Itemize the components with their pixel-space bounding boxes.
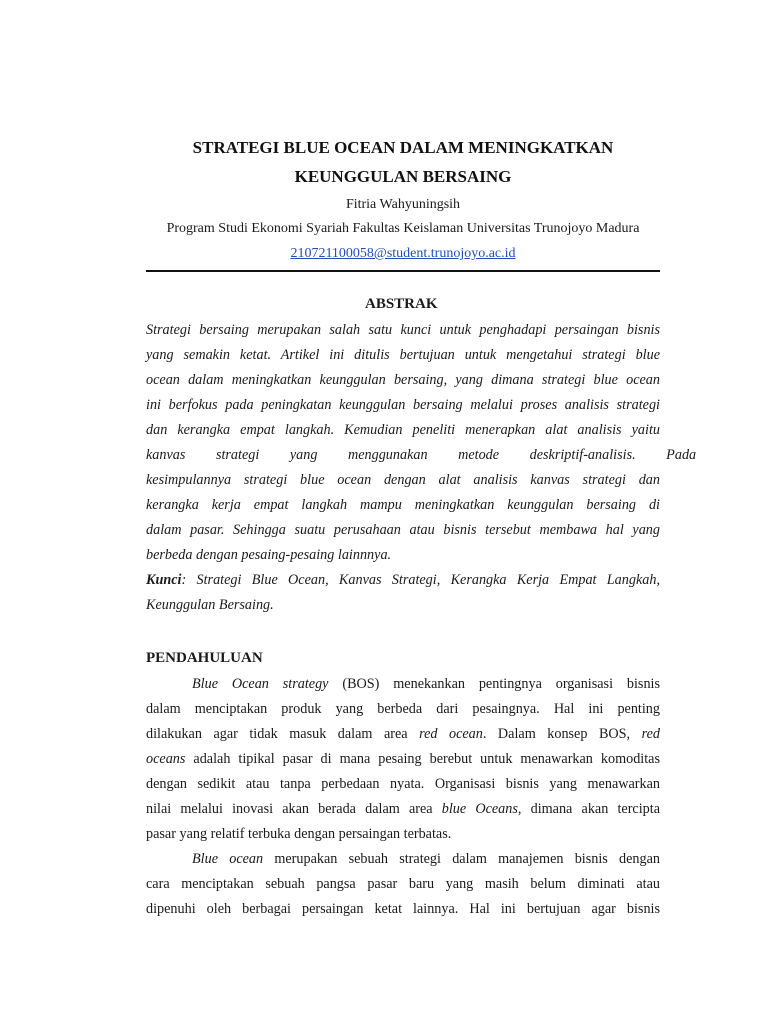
paragraph-line: [146, 900, 660, 918]
text-run: adalah tipikal pasar di mana pesaing berebut untuk menawarkan komoditas: [185, 751, 660, 767]
abstract-line: kerangka kerja empat langkah mampu meningkatkan keunggulan bersaing di: [146, 497, 660, 513]
text-run: , dimana akan tercipta: [517, 801, 660, 817]
header-divider: [146, 270, 660, 272]
abstract-line: dalam pasar. Sehingga suatu perusahaan atau bisnis tersebut membawa hal yang: [146, 522, 660, 538]
author-email-link[interactable]: 210721100058@student.trunojoyo.ac.id: [290, 246, 516, 261]
paragraph-line: [192, 675, 660, 693]
paragraph-line: [146, 725, 660, 743]
paragraph-line: [192, 850, 660, 868]
italic-text: red: [641, 726, 660, 742]
author-name: Fitria Wahyuningsih: [345, 197, 461, 212]
abstract-line: kanvas strategi yang menggunakan metode deskriptif-analisis. Pada: [146, 447, 697, 463]
paper-title-line-2: KEUNGGULAN BERSAING: [294, 167, 512, 186]
text-run: dipenuhi oleh berbagai persaingan ketat lainnya. Hal ini bertujuan agar bisnis: [146, 901, 660, 917]
paragraph-line: [146, 700, 660, 718]
section-heading-pendahuluan: PENDAHULUAN: [146, 650, 263, 666]
paragraph-line: [146, 775, 660, 793]
italic-text: oceans: [146, 751, 186, 767]
abstract-line: berbeda dengan pesaing-pesaing lainnnya.: [146, 547, 392, 563]
text-run: cara menciptakan sebuah pangsa pasar baru yang masih belum diminati atau: [146, 876, 660, 892]
text-run: pasar yang relatif terbuka dengan persaingan terbatas.: [146, 826, 452, 842]
text-run: . Dalam konsep BOS,: [482, 726, 642, 742]
keywords-text: : Strategi Blue Ocean, Kanvas Strategi, Kerangka Kerja Empat Langkah,: [181, 572, 660, 588]
paragraph-line: [146, 825, 660, 843]
italic-text: blue Oceans: [441, 801, 518, 817]
italic-text: Blue Ocean strategy: [192, 676, 329, 692]
text-run: dalam menciptakan produk yang berbeda dari pesaingnya. Hal ini penting: [146, 701, 660, 717]
paragraph-line: [146, 750, 660, 768]
abstract-line: Strategi bersaing merupakan salah satu kunci untuk penghadapi persaingan bisnis: [146, 322, 660, 338]
abstract-line: kesimpulannya strategi blue ocean dengan alat analisis kanvas strategi dan: [146, 472, 660, 488]
text-run: nilai melalui inovasi akan berada dalam area: [146, 801, 442, 817]
text-run: dilakukan agar tidak masuk dalam area: [146, 726, 420, 742]
italic-text: Blue ocean: [192, 851, 264, 867]
author-email-container: [140, 246, 666, 262]
keywords-line: Keunggulan Bersaing.: [146, 597, 274, 613]
text-run: merupakan sebuah strategi dalam manajemen bisnis dengan: [263, 851, 660, 867]
abstract-line: yang semakin ketat. Artikel ini ditulis bertujuan untuk mengetahui strategi blue: [146, 347, 660, 363]
abstract-line: ocean dalam meningkatkan keunggulan bersaing, yang dimana strategi blue ocean: [146, 372, 660, 388]
paragraph-line: [146, 875, 660, 893]
italic-text: red ocean: [419, 726, 483, 742]
text-run: dengan sedikit atau tanpa perbedaan nyata. Organisasi bisnis yang menawarkan: [146, 776, 660, 792]
keywords-label: Kunci: [146, 572, 182, 588]
keywords-line: [146, 571, 660, 589]
paragraph-line: [146, 800, 660, 818]
abstract-line: dan kerangka empat langkah. Kemudian peneliti menerapkan alat analisis yaitu: [146, 422, 660, 438]
abstract-heading: ABSTRAK: [365, 296, 438, 312]
paper-title-line-1: STRATEGI BLUE OCEAN DALAM MENINGKATKAN: [192, 138, 614, 157]
author-affiliation: Program Studi Ekonomi Syariah Fakultas Keislaman Universitas Trunojoyo Madura: [166, 221, 640, 236]
abstract-line: ini berfokus pada peningkatan keunggulan bersaing melalui proses analisis strategi: [146, 397, 660, 413]
text-run: (BOS) menekankan pentingnya organisasi bisnis: [328, 676, 661, 692]
